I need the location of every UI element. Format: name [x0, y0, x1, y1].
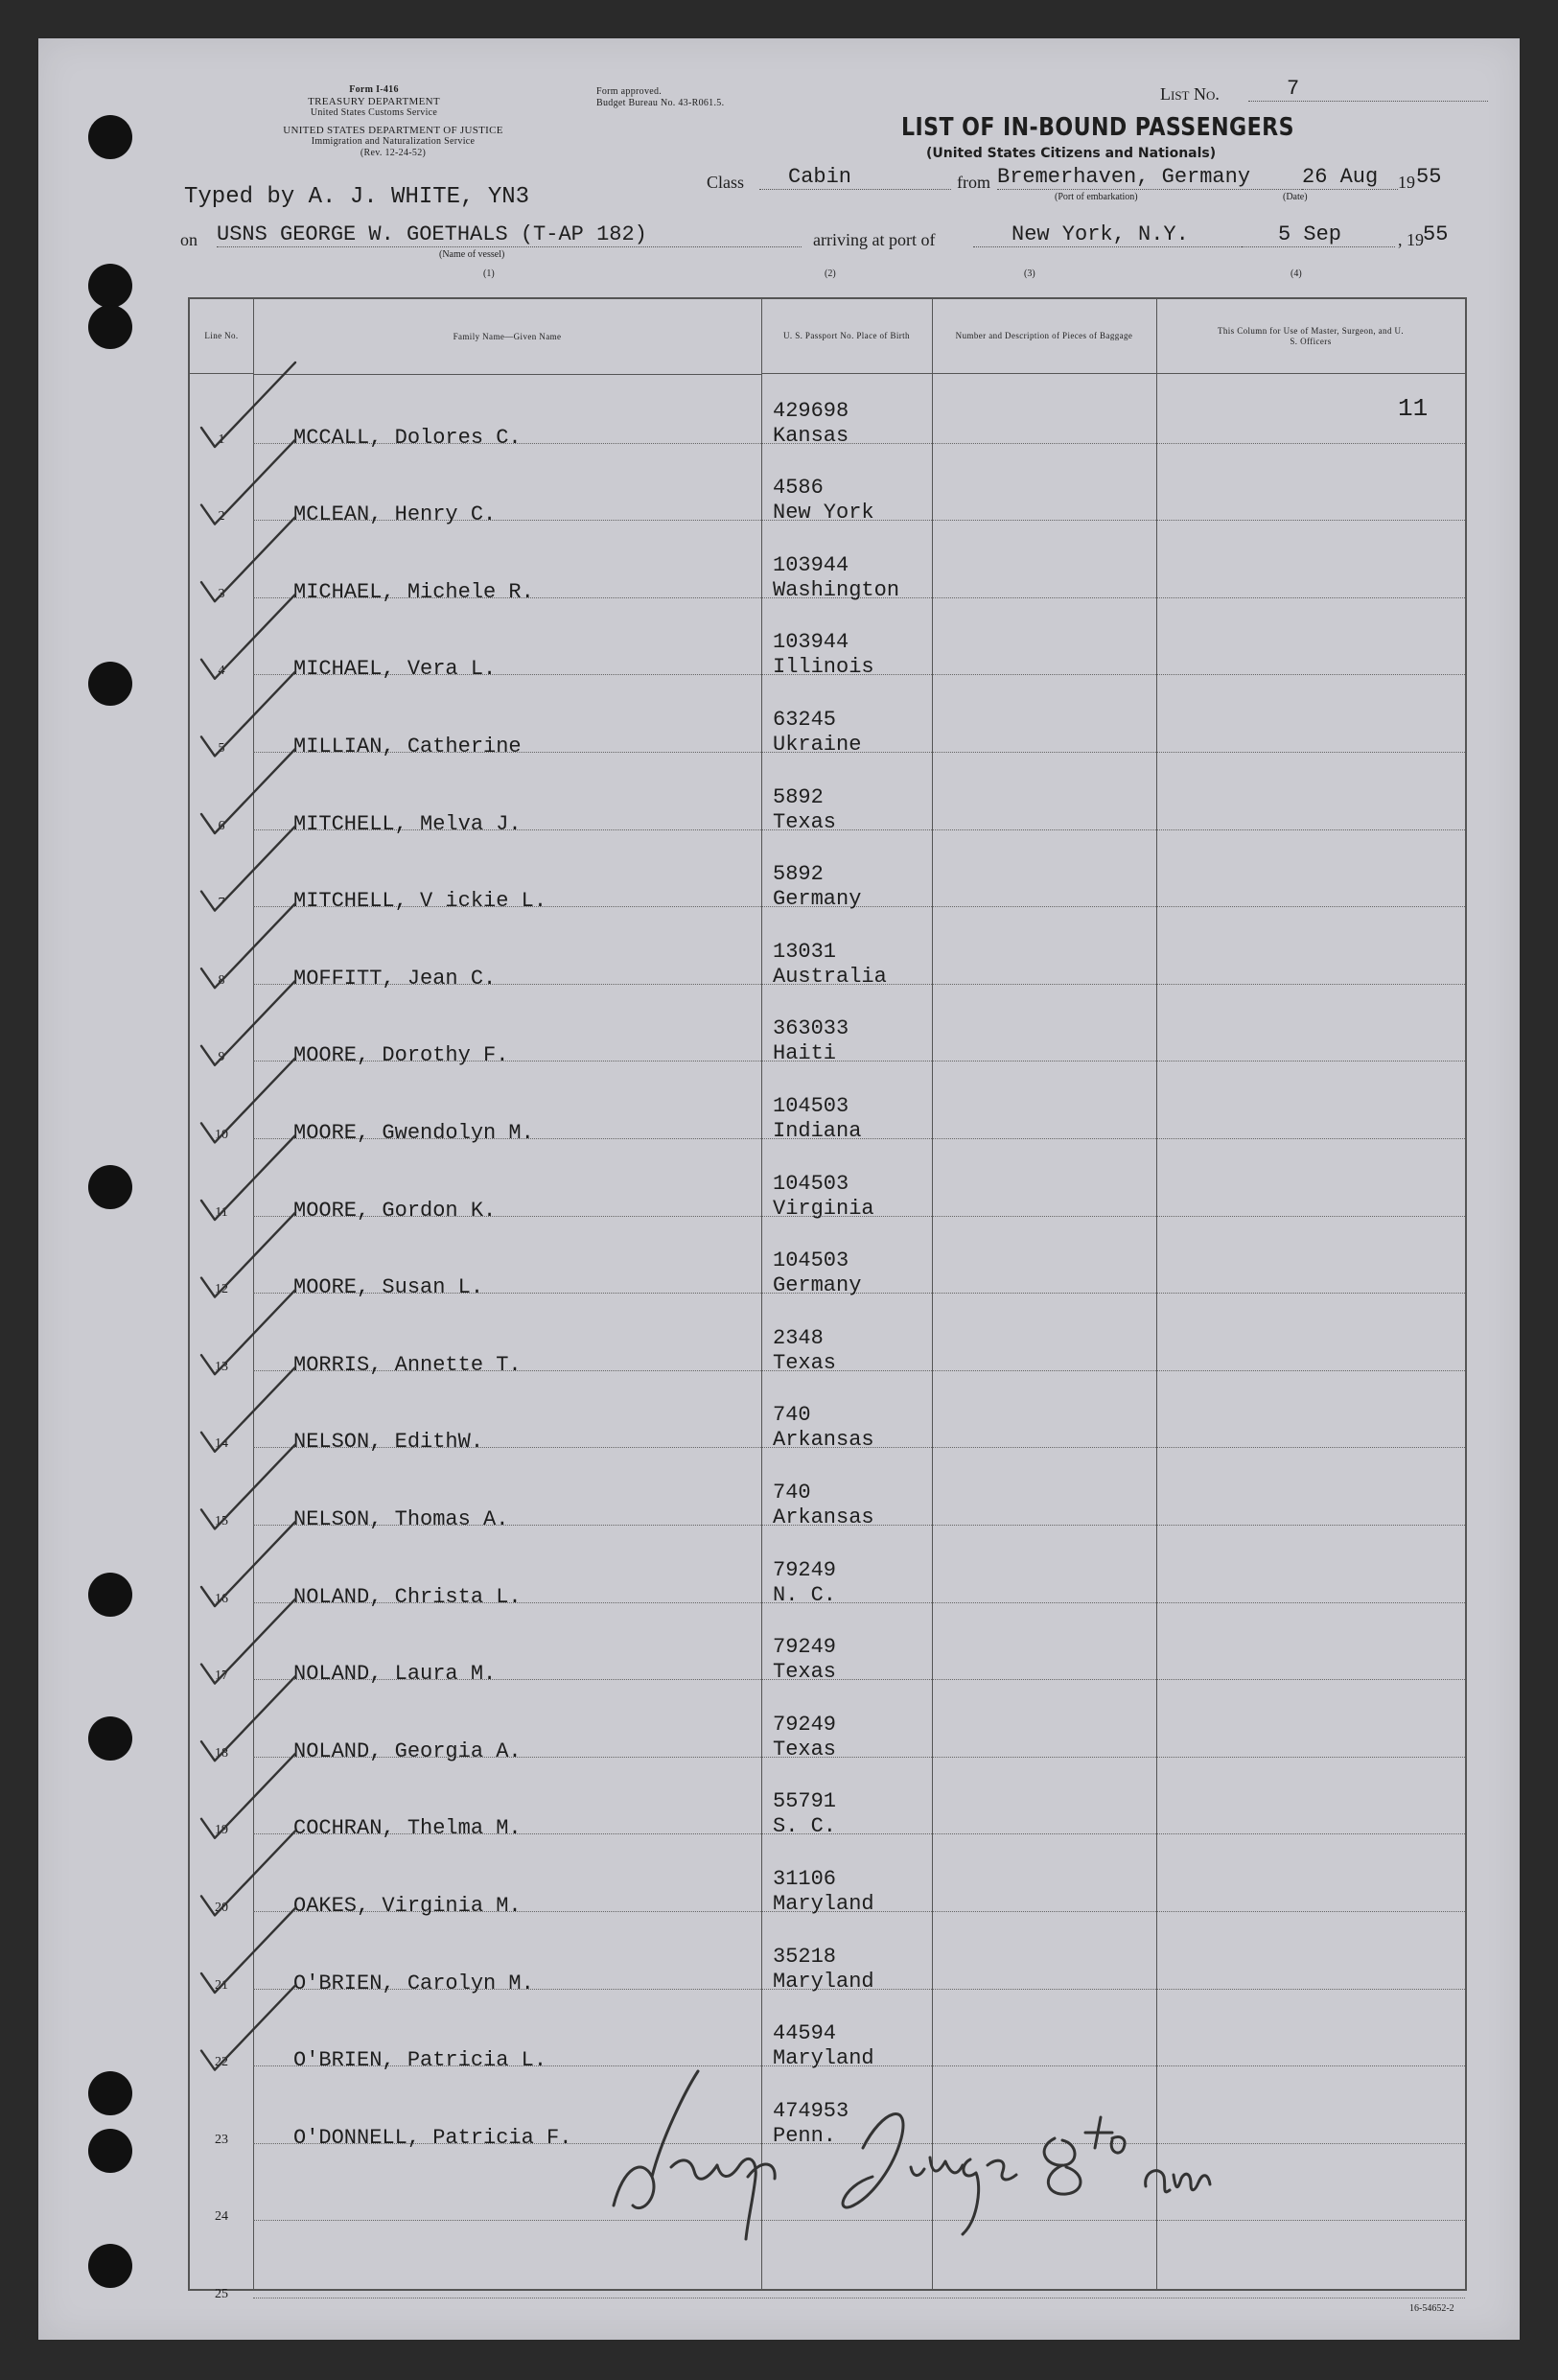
table-row	[190, 528, 1465, 606]
ins-label: Immigration and Naturalization Service	[311, 136, 476, 147]
check-mark	[201, 362, 295, 447]
date-caption: (Date)	[1283, 192, 1308, 202]
place-of-birth: Texas	[773, 1737, 837, 1762]
passport-number: 79249	[773, 1557, 837, 1582]
place-of-birth: Texas	[773, 1660, 837, 1685]
line-number: 13	[215, 1359, 228, 1374]
passport-number: 63245	[773, 707, 837, 732]
check-mark	[201, 1986, 295, 2070]
passenger-name: O'BRIEN, Carolyn M.	[293, 1971, 534, 1995]
binder-hole	[88, 1165, 132, 1209]
place-of-birth: Germany	[773, 1273, 862, 1298]
line-number: 11	[215, 1204, 228, 1220]
check-mark	[201, 981, 295, 1065]
header-baggage: Number and Description of Pieces of Baggage	[932, 299, 1156, 374]
passenger-name: NELSON, Thomas A.	[293, 1506, 509, 1531]
line-number: 19	[215, 1823, 228, 1838]
place-of-birth: Illinois	[773, 655, 874, 680]
page-title: LIST OF IN-BOUND PASSENGERS	[901, 113, 1294, 142]
line-number: 5	[218, 740, 225, 756]
col-num-2: (2)	[825, 268, 836, 279]
passport-number: 44594	[773, 2021, 837, 2046]
place-of-birth: Penn.	[773, 2123, 837, 2148]
passenger-name: NOLAND, Georgia A.	[293, 1738, 522, 1763]
check-mark	[201, 827, 295, 911]
table-row	[190, 683, 1465, 760]
passport-number: 740	[773, 1403, 811, 1428]
passenger-name: MCLEAN, Henry C.	[293, 502, 497, 527]
line-number: 7	[218, 896, 225, 911]
col-num-3: (3)	[1024, 268, 1035, 279]
table-row	[190, 1225, 1465, 1302]
binder-hole	[88, 1716, 132, 1761]
departure-year-prefix: 19	[1398, 173, 1415, 192]
check-mark	[201, 1213, 295, 1297]
departure-year: 55	[1416, 165, 1442, 189]
check-mark	[201, 440, 295, 525]
passenger-name: MCCALL, Dolores C.	[293, 425, 522, 450]
binder-hole	[88, 2244, 132, 2288]
table-row	[190, 915, 1465, 992]
line-number: 8	[218, 972, 225, 988]
line-number: 22	[215, 2055, 228, 2070]
table-row	[190, 760, 1465, 838]
col-num-4: (4)	[1291, 268, 1302, 279]
check-mark	[201, 1908, 295, 1993]
passenger-name: O'DONNELL, Patricia F.	[293, 2125, 572, 2150]
form-code: 16-54652-2	[1409, 2303, 1454, 2314]
passenger-table	[188, 297, 1467, 2301]
passport-number: 4586	[773, 476, 824, 501]
line-number: 2	[218, 509, 225, 525]
table-row	[190, 1147, 1465, 1225]
inspector-signature	[594, 2052, 1285, 2244]
arrival-year-prefix: , 19	[1398, 230, 1424, 249]
header-passport: U. S. Passport No. Place of Birth	[761, 299, 932, 374]
arrival-port: New York, N.Y.	[973, 222, 1242, 247]
table-row	[190, 1611, 1465, 1689]
from-label: from	[957, 173, 990, 192]
check-mark	[201, 1135, 295, 1220]
check-marks-layer	[188, 297, 303, 2287]
place-of-birth: Maryland	[773, 1891, 874, 1916]
line-number: 25	[215, 2286, 228, 2301]
passport-number: 363033	[773, 1016, 849, 1041]
passenger-name: MOORE, Dorothy F.	[293, 1043, 509, 1068]
passport-number: 2348	[773, 1325, 824, 1350]
passenger-name: MOFFITT, Jean C.	[293, 966, 497, 991]
place-of-birth: S. C.	[773, 1814, 837, 1839]
passenger-name: OAKES, Virginia M.	[293, 1893, 522, 1918]
table-row	[190, 1765, 1465, 1843]
place-of-birth: Washington	[773, 577, 900, 602]
binder-hole	[88, 305, 132, 349]
check-mark	[201, 1831, 295, 1915]
place-of-birth: Texas	[773, 809, 837, 834]
passenger-name: O'BRIEN, Patricia L.	[293, 2048, 547, 2073]
binder-hole	[88, 1573, 132, 1617]
passport-number: 429698	[773, 398, 849, 423]
departure-date: 26 Aug	[1302, 165, 1398, 190]
passenger-name: MOORE, Gordon K.	[293, 1198, 497, 1223]
from-value: Bremerhaven, Germany	[997, 165, 1302, 190]
arrival-year: 55	[1423, 222, 1449, 246]
place-of-birth: Kansas	[773, 423, 849, 448]
place-of-birth: Germany	[773, 887, 862, 912]
table-row	[190, 1920, 1465, 1997]
binder-hole	[88, 2129, 132, 2173]
class-label: Class	[707, 173, 745, 192]
officer-note: 11	[1398, 393, 1429, 423]
line-number: 18	[215, 1745, 228, 1761]
line-number: 14	[215, 1436, 228, 1452]
binder-hole	[88, 264, 132, 308]
line-number: 17	[215, 1668, 228, 1684]
treasury-label: TREASURY DEPARTMENT	[308, 96, 440, 107]
check-mark	[201, 1444, 295, 1528]
col-num-1: (1)	[483, 268, 495, 279]
header-officers: This Column for Use of Master, Surgeon, and U. S. Officers	[1156, 299, 1465, 374]
check-mark	[201, 1367, 295, 1452]
binder-hole	[88, 2071, 132, 2115]
passenger-name: NELSON, EdithW.	[293, 1430, 484, 1455]
line-number: 23	[215, 2132, 228, 2147]
passenger-name: MITCHELL, Melva J.	[293, 811, 522, 836]
check-mark	[201, 595, 295, 679]
list-no-label: List No.	[1160, 84, 1220, 104]
passport-number: 5892	[773, 862, 824, 887]
table-row	[190, 838, 1465, 916]
passenger-name: MORRIS, Annette T.	[293, 1352, 522, 1377]
table-row	[190, 606, 1465, 684]
check-mark	[201, 1676, 295, 1761]
place-of-birth: Virginia	[773, 1196, 874, 1221]
check-mark	[201, 1522, 295, 1606]
line-number: 10	[215, 1127, 228, 1142]
table-row	[190, 992, 1465, 1070]
place-of-birth: Texas	[773, 1350, 837, 1375]
passport-number: 31106	[773, 1866, 837, 1891]
line-number: 20	[215, 1900, 228, 1915]
arrival-year-prefix-text: 19	[1407, 230, 1424, 249]
list-no-value: 7	[1248, 77, 1488, 102]
place-of-birth: Maryland	[773, 1969, 874, 1994]
line-number: 16	[215, 1591, 228, 1606]
table-row	[190, 1379, 1465, 1457]
line-number: 4	[218, 664, 225, 679]
table-row	[190, 1842, 1465, 1920]
place-of-birth: Haiti	[773, 1041, 837, 1066]
passport-number: 79249	[773, 1712, 837, 1737]
arrival-date: 5 Sep	[1242, 222, 1395, 247]
passport-number: 474953	[773, 2098, 849, 2123]
place-of-birth: New York	[773, 501, 874, 525]
budget-bureau-label: Budget Bureau No. 43-R061.5.	[596, 98, 725, 108]
vessel-caption: (Name of vessel)	[439, 249, 505, 260]
header-name: Family Name—Given Name	[253, 299, 761, 375]
line-number: 24	[215, 2209, 228, 2225]
passenger-name: MICHAEL, Michele R.	[293, 579, 534, 604]
line-number: 6	[218, 818, 225, 833]
table-row	[190, 1533, 1465, 1611]
line-number: 12	[215, 1282, 228, 1297]
place-of-birth: Ukraine	[773, 732, 862, 757]
typed-by: Typed by A. J. WHITE, YN3	[184, 184, 530, 210]
line-number: 1	[218, 432, 225, 447]
line-number: 9	[218, 1050, 225, 1065]
line-number: 15	[215, 1513, 228, 1528]
check-mark	[201, 1058, 295, 1142]
place-of-birth: Maryland	[773, 2046, 874, 2071]
customs-label: United States Customs Service	[310, 107, 438, 118]
passport-number: 104503	[773, 1248, 849, 1273]
table-row	[190, 1069, 1465, 1147]
check-mark	[201, 1599, 295, 1684]
revision-label: (Rev. 12-24-52)	[360, 148, 427, 158]
passenger-name: MITCHELL, V ickie L.	[293, 889, 547, 914]
passport-number: 5892	[773, 784, 824, 809]
arriving-label: arriving at port of	[813, 230, 936, 249]
place-of-birth: Arkansas	[773, 1505, 874, 1529]
place-of-birth: N. C.	[773, 1582, 837, 1607]
passenger-name: MOORE, Susan L.	[293, 1275, 484, 1300]
form-number: Form I-416	[349, 84, 399, 95]
passenger-name: MILLIAN, Catherine	[293, 734, 522, 758]
approval-label: Form approved.	[596, 86, 663, 97]
on-label: on	[180, 230, 198, 249]
passenger-name: NOLAND, Laura M.	[293, 1662, 497, 1687]
passport-number: 55791	[773, 1789, 837, 1814]
table-row	[190, 452, 1465, 529]
place-of-birth: Indiana	[773, 1118, 862, 1143]
passport-number: 13031	[773, 939, 837, 964]
line-number: 3	[218, 586, 225, 601]
check-mark	[201, 517, 295, 601]
passport-number: 103944	[773, 630, 849, 655]
check-mark	[201, 1290, 295, 1374]
passport-number: 35218	[773, 1944, 837, 1969]
vessel-name: USNS GEORGE W. GOETHALS (T-AP 182)	[217, 222, 802, 247]
page-subtitle: (United States Citizens and Nationals)	[926, 146, 1217, 161]
binder-hole	[88, 115, 132, 159]
check-mark	[201, 749, 295, 833]
passenger-name: MOORE, Gwendolyn M.	[293, 1120, 534, 1145]
table-row	[190, 1456, 1465, 1533]
place-of-birth: Australia	[773, 964, 887, 989]
passport-number: 103944	[773, 552, 849, 577]
passport-number: 104503	[773, 1171, 849, 1196]
binder-hole	[88, 662, 132, 706]
passport-number: 740	[773, 1480, 811, 1505]
table-row	[190, 1301, 1465, 1379]
check-mark	[201, 671, 295, 756]
passenger-name: COCHRAN, Thelma M.	[293, 1816, 522, 1841]
table-row	[190, 374, 1465, 452]
class-value: Cabin	[759, 165, 951, 190]
port-caption: (Port of embarkation)	[1055, 192, 1138, 202]
passenger-name: MICHAEL, Vera L.	[293, 657, 497, 682]
header-line-no: Line No.	[190, 299, 253, 374]
check-mark	[201, 1754, 295, 1838]
place-of-birth: Arkansas	[773, 1428, 874, 1453]
passport-number: 104503	[773, 1093, 849, 1118]
check-mark	[201, 903, 295, 988]
table-row	[190, 1688, 1465, 1765]
passenger-name: NOLAND, Christa L.	[293, 1584, 522, 1609]
line-number: 21	[215, 1977, 228, 1993]
passport-number: 79249	[773, 1635, 837, 1660]
justice-label: UNITED STATES DEPARTMENT OF JUSTICE	[283, 125, 503, 136]
